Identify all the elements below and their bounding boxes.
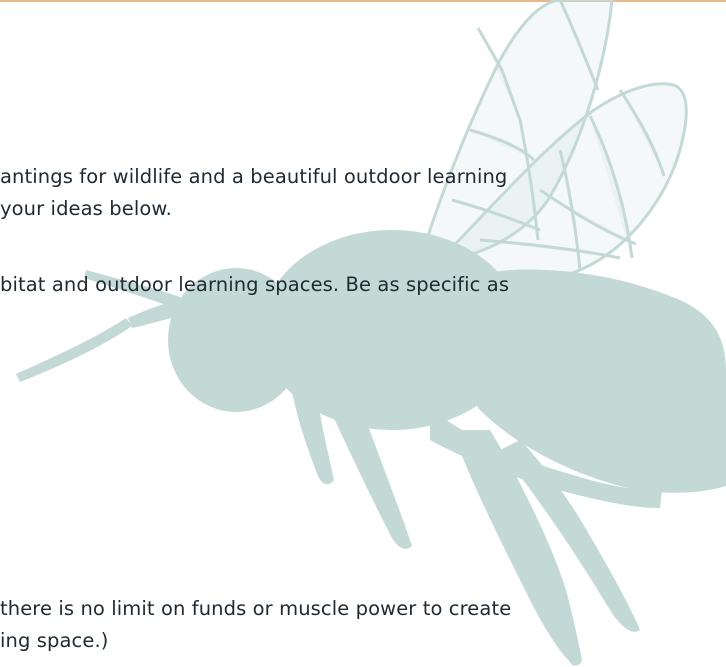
dream-paragraph-line-2: ing space.): [0, 629, 109, 652]
intro-paragraph: [0, 161, 507, 225]
question-paragraph: [0, 269, 509, 301]
dream-paragraph-line-1: there is no limit on funds or muscle power to create: [0, 597, 512, 620]
intro-paragraph-line-1: antings for wildlife and a beautiful outdoor learning: [0, 165, 508, 188]
intro-paragraph-line-2: your ideas below.: [0, 197, 172, 220]
question-paragraph-line-1: bitat and outdoor learning spaces. Be as specific as: [0, 273, 510, 296]
dream-paragraph: [0, 593, 511, 657]
